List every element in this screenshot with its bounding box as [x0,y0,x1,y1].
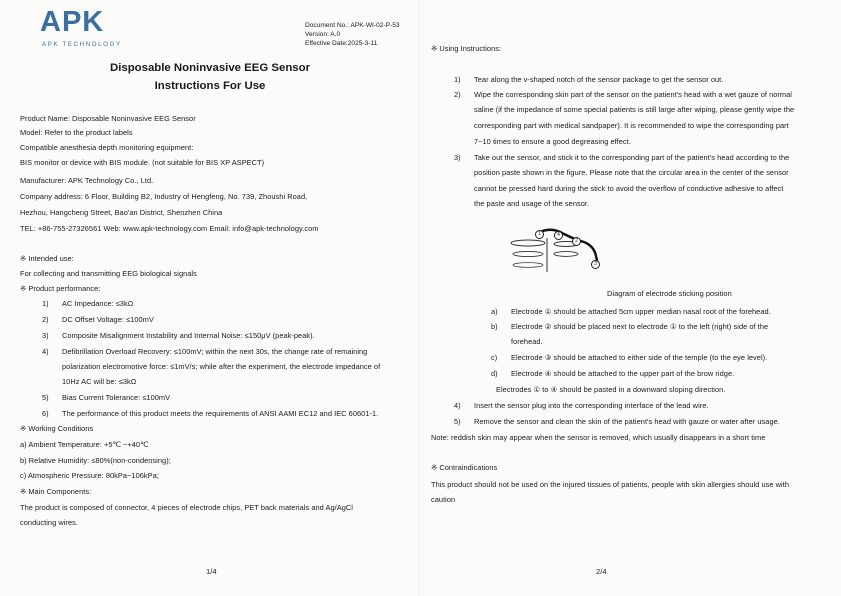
face-sketch [506,220,616,280]
step-text: Remove the sensor and clean the skin of the patient's head with gauze or water after usage. [474,417,780,426]
perf-item-number: 4) [42,347,49,356]
step-text: Wipe the corresponding skin part of the sensor on the patient's head with a wet gauze of normal [474,90,792,99]
components-text: conducting wires. [20,518,78,527]
contraindications-text: caution [431,495,456,504]
working-humidity: b) Relative Humidity: ≤80%(non-condensing); [20,456,171,465]
electrode-note: forehead. [511,337,543,346]
electrode-3-marker: 3 [591,260,600,269]
working-conditions-heading: ※ Working Conditions [20,424,94,433]
document-title: Disposable Noninvasive EEG Sensor [109,62,311,74]
intended-use-heading: ※ Intended use: [20,254,74,263]
page-number: 1/4 [206,567,217,576]
electrode-note: Electrode ④ should be attached to the upper part of the brow ridge. [511,369,735,378]
document-version: Version: A.0 [305,31,341,38]
electrode-1-marker: 1 [535,230,544,239]
electrode-note: Electrode ① should be attached 5cm upper median nasal root of the forehead. [511,307,771,316]
step-text: the paste and usage of the sensor. [474,199,590,208]
note-letter: d) [491,369,498,378]
perf-item-number: 2) [42,315,49,324]
electrode-diagram [506,220,616,280]
step-number: 4) [454,401,461,410]
perf-bias-current: Bias Current Tolerance: ≤100mV [62,393,171,402]
product-name: Product Name: Disposable Noninvasive EEG Sensor [20,114,196,123]
perf-defib-line: Defibrillation Overload Recovery: ≤100mV; within the next 30s, the change rate of remaining [62,347,368,356]
left-page [0,0,420,596]
perf-ac-impedance: AC Impedance: ≤3kΩ [62,299,134,308]
right-page [421,0,841,596]
working-temperature: a) Ambient Temperature: +5℃ ~+40℃ [20,440,149,449]
electrode-note: Electrode ② should be placed next to electrode ① to the left (right) side of the [511,322,769,331]
contact-line: TEL: +86-755-27326561 Web: www.apk-technology.com Email: info@apk-technology.com [20,224,319,233]
note-letter: a) [491,307,498,316]
step-text: Tear along the v-shaped notch of the sensor package to get the sensor out. [474,75,724,84]
step-number: 2) [454,90,461,99]
step-text: Take out the sensor, and stick it to the corresponding part of the patient's head according to the [474,153,790,162]
manufacturer: Manufacturer: APK Technology Co., Ltd. [20,176,154,185]
apk-logo: APK [40,6,105,38]
effective-date: Effective Date:2025-3-11 [305,40,378,47]
company-address-cont: Hezhou, Hangcheng Street, Bao'an District, Shenzhen China [20,208,223,217]
working-pressure: c) Atmospheric Pressure: 80kPa~106kPa; [20,471,159,480]
diagram-caption: Diagram of electrode sticking position [607,289,732,298]
note-letter: c) [491,353,498,362]
document-subtitle: Instructions For Use [154,80,266,92]
logo-tagline: APK TECHNOLOGY [42,41,122,48]
step-text: saline (if the impedance of some special patients is still large after wiping, please gently wipe the [474,105,795,114]
using-instructions-heading: ※ Using Instructions: [431,44,502,53]
perf-item-number: 1) [42,299,49,308]
step-text: cannot be pressed hard during the stick to avoid the overflow of conductive adhesive to affect [474,184,784,193]
company-address: Company address: 6 Floor, Building B2, Industry of Hengfeng, No. 739, Zhoushi Road, [20,192,308,201]
electrode-4-marker: 4 [554,231,563,240]
contraindications-text: This product should not be used on the injured tissues of patients, people with skin allergies should use with [431,480,789,489]
electrode-note: Electrode ③ should be attached to either side of the temple (to the eye level). [511,353,768,362]
note-letter: b) [491,322,498,331]
components-heading: ※ Main Components: [20,487,92,496]
perf-dc-offset: DC Offset Voltage: ≤100mV [62,315,154,324]
step-text: Insert the sensor plug into the corresponding interface of the lead wire. [474,401,709,410]
step-number: 1) [454,75,461,84]
product-model: Model: Refer to the product labels [20,128,133,137]
compatible-equipment-label: Compatible anesthesia depth monitoring equipment: [20,143,194,152]
electrode-2-marker: 2 [572,237,581,246]
perf-item-number: 5) [42,393,49,402]
perf-standards: The performance of this product meets the requirements of ANSI AAMI EC12 and IEC 60601-1. [62,409,379,418]
compatible-equipment: BIS monitor or device with BIS module. (not suitable for BIS XP ASPECT) [20,158,265,167]
contraindications-heading: ※ Contraindications [431,463,498,472]
step-text: 7~10 times to ensure a good degreasing effect. [474,137,631,146]
perf-item-number: 6) [42,409,49,418]
document-number: Document No.: APK-WI-02-P-53 [305,22,400,29]
performance-heading: ※ Product performance: [20,284,101,293]
electrode-order-note: Electrodes ① to ④ should be pasted in a downward sloping direction. [496,385,726,394]
perf-item-number: 3) [42,331,49,340]
intended-use-text: For collecting and transmitting EEG biological signals [20,269,197,278]
perf-defib-line: polarization electromotive force: ≤1mV/s; while after the experiment, the electrode impedance of [62,362,381,371]
components-text: The product is composed of connector, 4 pieces of electrode chips, PET back materials and Ag/AgCl [20,503,353,512]
step-text: corresponding part with medical sandpaper). It is recommended to wipe the corresponding part [474,121,789,130]
step-number: 3) [454,153,461,162]
step-text: position paste shown in the figure. Please note that the circular area in the center of the sensor [474,168,789,177]
page-number: 2/4 [596,567,607,576]
step-number: 5) [454,417,461,426]
perf-noise: Composite Misalignment Instability and Internal Noise: ≤150μV (peak-peak). [62,331,315,340]
perf-defib-line: 10Hz AC will be: ≤3kΩ [62,377,137,386]
skin-note: Note: reddish skin may appear when the sensor is removed, which usually disappears in a short time [431,433,766,442]
